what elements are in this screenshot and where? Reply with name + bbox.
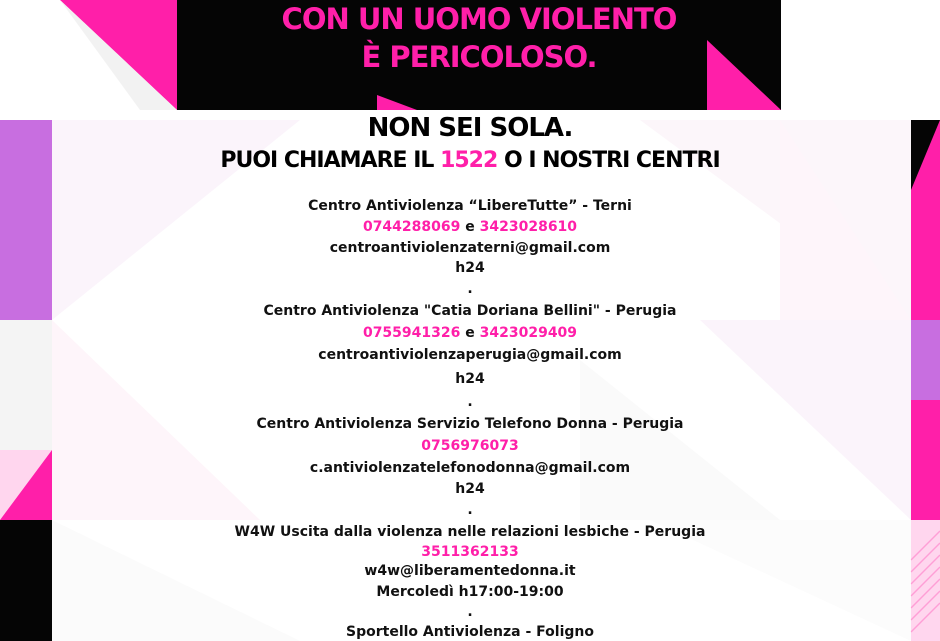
center-phones — [0, 218, 940, 236]
top-banner — [177, 0, 781, 110]
center-hours: h24 — [455, 371, 485, 387]
phone-link[interactable]: 0755941326 — [362, 325, 461, 341]
center-hours: h24 — [455, 260, 485, 276]
phone-link[interactable]: 3423029409 — [479, 325, 578, 341]
center-phones — [0, 324, 940, 342]
phone-link[interactable]: 0744288069 — [362, 219, 461, 235]
separator-dot: . — [467, 394, 473, 410]
separator-dot: . — [467, 281, 473, 297]
phone-link[interactable]: 0756976073 — [421, 438, 519, 454]
center-email[interactable]: w4w@liberamentedonna.it — [364, 563, 576, 579]
subtitle-pre: PUOI CHIAMARE IL — [220, 148, 441, 173]
hotline-number: 1522 — [440, 148, 498, 173]
center-name: Centro Antiviolenza Servizio Telefono Donna - Perugia — [256, 416, 684, 432]
banner-line-1: CON UN UOMO VIOLENTO — [281, 2, 677, 36]
separator-dot: . — [467, 604, 473, 620]
phone-joiner: e — [460, 325, 480, 341]
center-email[interactable]: c.antiviolenzatelefonodonna@gmail.com — [309, 460, 631, 476]
center-email[interactable]: centroantiviolenzaterni@gmail.com — [329, 240, 611, 256]
center-name: W4W Uscita dalla violenza nelle relazioni lesbiche - Perugia — [234, 524, 706, 540]
center-name: Centro Antiviolenza “LibereTutte” - Terni — [308, 198, 632, 214]
phone-link[interactable]: 3423028610 — [479, 219, 578, 235]
separator-dot: . — [467, 502, 473, 518]
subtitle-post: O I NOSTRI CENTRI — [497, 148, 720, 173]
center-email[interactable]: centroantiviolenzaperugia@gmail.com — [318, 347, 622, 363]
center-name: Centro Antiviolenza "Catia Doriana Bellini" - Perugia — [263, 303, 677, 319]
center-phones — [0, 543, 940, 561]
page-subtitle — [0, 147, 940, 175]
center-hours: Mercoledì h17:00-19:00 — [376, 584, 564, 600]
phone-link[interactable]: 3511362133 — [421, 544, 519, 560]
banner-line-2: È PERICOLOSO. — [361, 40, 597, 74]
page-title: NON SEI SOLA. — [367, 113, 573, 143]
phone-joiner: e — [460, 219, 480, 235]
center-phones — [0, 437, 940, 455]
center-hours: h24 — [455, 481, 485, 497]
center-name: Sportello Antiviolenza - Foligno — [346, 624, 594, 640]
